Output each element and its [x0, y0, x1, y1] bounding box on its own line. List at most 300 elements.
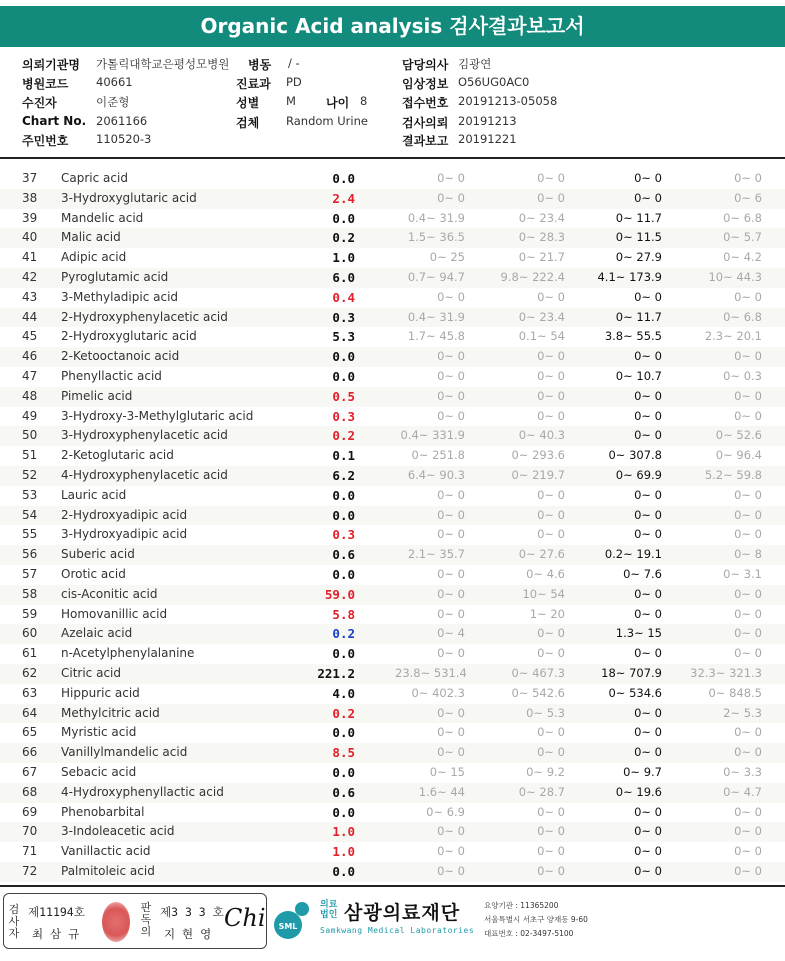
row-number: 54: [22, 507, 38, 522]
table-row: [0, 387, 785, 407]
reference-range-3: 0~ 0: [634, 289, 662, 304]
hospital-code-value: 40661: [96, 75, 133, 89]
reference-range-4: 0~ 4.2: [723, 250, 762, 265]
reference-range-2: 9.8~ 222.4: [500, 269, 565, 284]
reference-range-2: 0~ 5.3: [526, 705, 565, 720]
footer-divider: [0, 885, 785, 887]
reference-range-1: 0~ 0: [437, 349, 465, 364]
analyte-name: Homovanillic acid: [61, 606, 168, 621]
reference-range-4: 0~ 3.3: [723, 764, 762, 779]
row-number: 43: [22, 289, 38, 304]
row-number: 51: [22, 448, 38, 463]
reference-range-2: 0~ 9.2: [526, 764, 565, 779]
table-row: [0, 565, 785, 585]
result-value: 8.5: [332, 745, 355, 761]
contact-info: [484, 899, 588, 941]
analyte-name: 3-Hydroxyglutaric acid: [61, 190, 197, 205]
reference-range-1: 0~ 0: [437, 824, 465, 839]
reference-range-3: 0~ 11.7: [615, 210, 662, 225]
reference-range-3: 0~ 9.7: [623, 764, 662, 779]
table-row: [0, 763, 785, 783]
table-row: [0, 822, 785, 842]
sex-value: M: [286, 94, 296, 108]
table-row: [0, 466, 785, 486]
reference-range-2: 0~ 28.7: [518, 784, 565, 799]
reference-range-3: 0~ 0: [634, 824, 662, 839]
reference-range-1: 23.8~ 531.4: [395, 665, 467, 680]
reference-range-4: 10~ 44.3: [708, 269, 762, 284]
row-number: 66: [22, 745, 38, 760]
result-value: 5.8: [332, 606, 355, 622]
result-value: 221.2: [317, 665, 355, 681]
sex-label: 성별: [236, 96, 260, 110]
analyte-name: 2-Hydroxyadipic acid: [61, 507, 188, 522]
result-value: 0.0: [332, 171, 355, 186]
age-label: 나이: [326, 96, 350, 110]
reference-range-2: 0~ 219.7: [511, 467, 565, 482]
reference-range-1: 0~ 0: [437, 190, 465, 205]
analyte-name: 2-Ketoglutaric acid: [61, 448, 174, 463]
result-value: 0.0: [332, 764, 355, 780]
reference-range-2: 0~ 28.3: [518, 230, 565, 245]
reference-range-2: 0~ 0: [537, 368, 565, 383]
reference-range-4: 0~ 0: [734, 824, 762, 839]
table-row: [0, 644, 785, 664]
reference-range-3: 1.3~ 15: [615, 626, 662, 641]
analyte-name: Azelaic acid: [61, 626, 133, 641]
table-row: [0, 842, 785, 862]
reference-range-3: 0~ 0: [634, 586, 662, 601]
result-value: 0.5: [332, 388, 355, 404]
row-number: 46: [22, 349, 38, 364]
result-value: 4.0: [332, 685, 355, 701]
table-row: [0, 486, 785, 506]
tester-license: 제11194호: [28, 905, 85, 919]
reference-range-2: 0~ 0: [537, 626, 565, 641]
table-row: [0, 624, 785, 644]
row-number: 38: [22, 190, 38, 205]
row-number: 72: [22, 863, 38, 878]
analyte-name: 2-Hydroxyphenylacetic acid: [61, 309, 228, 324]
reference-range-1: 1.5~ 36.5: [407, 230, 465, 245]
reference-range-3: 0~ 0: [634, 428, 662, 443]
reference-range-3: 0~ 0: [634, 527, 662, 542]
reference-range-1: 0~ 0: [437, 745, 465, 760]
reference-range-3: 0~ 307.8: [608, 448, 662, 463]
reference-range-1: 6.4~ 90.3: [407, 467, 465, 482]
row-number: 61: [22, 646, 38, 661]
reference-range-3: 4.1~ 173.9: [597, 269, 662, 284]
reference-range-1: 0~ 4: [437, 626, 465, 641]
reference-range-4: 0~ 0: [734, 289, 762, 304]
reference-range-4: 0~ 0: [734, 388, 762, 403]
analyte-name: Phenobarbital: [61, 804, 145, 819]
reference-range-2: 0~ 21.7: [518, 250, 565, 265]
analyte-name: 2-Hydroxyglutaric acid: [61, 329, 197, 344]
reference-range-4: 0~ 0: [734, 745, 762, 760]
reference-range-1: 0~ 15: [429, 764, 465, 779]
reviewer-signature: Chi: [224, 904, 266, 932]
reference-range-1: 0~ 0: [437, 487, 465, 502]
reference-range-4: 0~ 0: [734, 626, 762, 641]
reference-range-2: 1~ 20: [529, 606, 565, 621]
reference-range-3: 0~ 0: [634, 606, 662, 621]
reference-range-1: 0~ 0: [437, 705, 465, 720]
reference-range-2: 0~ 23.4: [518, 309, 565, 324]
reference-range-1: 0~ 402.3: [411, 685, 465, 700]
reference-range-4: 0~ 4.7: [723, 784, 762, 799]
header-divider: [0, 157, 785, 159]
reference-range-4: 2.3~ 20.1: [704, 329, 762, 344]
reference-range-3: 0~ 0: [634, 646, 662, 661]
table-row: [0, 585, 785, 605]
row-number: 37: [22, 171, 38, 185]
report-title: Organic Acid analysis 검사결과보고서: [0, 6, 785, 47]
reference-range-1: 0~ 0: [437, 725, 465, 740]
reference-range-1: 0~ 0: [437, 527, 465, 542]
table-row: [0, 743, 785, 763]
chart-no-value: 2061166: [96, 114, 148, 128]
reference-range-3: 0~ 0: [634, 408, 662, 423]
analyte-name: Capric acid: [61, 171, 128, 185]
reference-range-1: 0.4~ 331.9: [400, 428, 465, 443]
reference-range-3: 0~ 0: [634, 487, 662, 502]
row-number: 64: [22, 705, 38, 720]
analyte-name: Lauric acid: [61, 487, 127, 502]
ward-value: / -: [288, 56, 300, 70]
table-row: [0, 327, 785, 347]
analyte-name: Phenyllactic acid: [61, 368, 162, 383]
tester-name: 최 삼 규: [32, 927, 80, 941]
analyte-name: Sebacic acid: [61, 764, 137, 779]
reference-range-2: 0~ 0: [537, 507, 565, 522]
report-date-label: 결과보고: [402, 134, 449, 148]
reference-range-2: 0~ 0: [537, 646, 565, 661]
reference-range-1: 1.7~ 45.8: [407, 329, 465, 344]
reference-range-4: 0~ 0: [734, 844, 762, 859]
reference-range-2: 0~ 0: [537, 863, 565, 878]
analyte-name: Adipic acid: [61, 250, 127, 265]
reference-range-2: 0~ 0: [537, 844, 565, 859]
specimen-value: Random Urine: [286, 114, 368, 128]
result-value: 5.3: [332, 329, 355, 345]
reference-range-1: 0~ 0: [437, 586, 465, 601]
reference-range-3: 0~ 69.9: [615, 467, 662, 482]
table-row: [0, 288, 785, 308]
reference-range-1: 0~ 0: [437, 408, 465, 423]
reference-range-1: 0~ 0: [437, 171, 465, 185]
reference-range-4: 0~ 0: [734, 586, 762, 601]
reference-range-2: 0~ 0: [537, 745, 565, 760]
reference-range-3: 0~ 10.7: [615, 368, 662, 383]
reference-range-4: 0~ 6.8: [723, 210, 762, 225]
reference-range-4: 0~ 0.3: [723, 368, 762, 383]
reference-range-1: 0~ 0: [437, 289, 465, 304]
org-prefix: 의료법인: [320, 900, 338, 920]
reference-range-4: 0~ 0: [734, 507, 762, 522]
reference-range-1: 0~ 0: [437, 606, 465, 621]
result-value: 0.0: [332, 863, 355, 879]
table-row: [0, 684, 785, 704]
analyte-name: Pyroglutamic acid: [61, 269, 169, 284]
row-number: 40: [22, 230, 38, 245]
row-number: 71: [22, 844, 38, 859]
result-value: 0.0: [332, 646, 355, 662]
reference-range-4: 0~ 0: [734, 408, 762, 423]
reference-range-1: 0~ 0: [437, 507, 465, 522]
reference-range-2: 0~ 0: [537, 190, 565, 205]
clinical-info-value: O56UG0AC0: [458, 75, 530, 89]
result-value: 59.0: [324, 586, 355, 602]
reference-range-2: 0~ 0: [537, 388, 565, 403]
table-row: [0, 506, 785, 526]
reference-range-2: 0~ 467.3: [511, 665, 565, 680]
analyte-name: 2-Ketooctanoic acid: [61, 349, 180, 364]
result-value: 0.0: [332, 804, 355, 820]
reviewer-license: 제3 3 3 호: [160, 905, 224, 919]
reference-range-3: 0~ 0: [634, 804, 662, 819]
clinical-info-label: 임상정보: [402, 77, 449, 91]
resident-no-label: 주민번호: [22, 134, 69, 148]
row-number: 42: [22, 269, 38, 284]
reference-range-4: 0~ 52.6: [715, 428, 762, 443]
reference-range-4: 0~ 0: [734, 725, 762, 740]
reference-range-2: 0~ 0: [537, 824, 565, 839]
reference-range-1: 1.6~ 44: [418, 784, 465, 799]
result-value: 0.0: [332, 487, 355, 503]
table-row: [0, 605, 785, 625]
reviewer-name: 지 현 영: [164, 927, 212, 941]
reference-range-2: 0~ 0: [537, 804, 565, 819]
contact-code: 요양기관 : 11365200: [484, 901, 559, 910]
reference-range-4: 0~ 848.5: [708, 685, 762, 700]
reference-range-1: 0~ 0: [437, 368, 465, 383]
reference-range-3: 0~ 0: [634, 844, 662, 859]
reference-range-1: 0~ 0: [437, 844, 465, 859]
analyte-name: Orotic acid: [61, 566, 126, 581]
row-number: 44: [22, 309, 38, 324]
report-date-value: 20191221: [458, 132, 517, 146]
table-row: [0, 169, 785, 189]
reference-range-4: 0~ 3.1: [723, 566, 762, 581]
report-footer: [0, 893, 785, 955]
table-row: [0, 426, 785, 446]
reference-range-3: 0~ 0: [634, 705, 662, 720]
row-number: 62: [22, 665, 38, 680]
analyte-name: Hippuric acid: [61, 685, 140, 700]
result-value: 0.0: [332, 368, 355, 384]
row-number: 57: [22, 566, 38, 581]
analyte-name: 3-Hydroxyphenylacetic acid: [61, 428, 228, 443]
reference-range-3: 0.2~ 19.1: [604, 547, 662, 562]
tester-label: 검 사 자: [8, 903, 20, 940]
row-number: 59: [22, 606, 38, 621]
reference-range-2: 10~ 54: [522, 586, 565, 601]
analyte-name: Methylcitric acid: [61, 705, 160, 720]
reference-range-2: 0~ 23.4: [518, 210, 565, 225]
org-name: 삼광의료재단: [344, 902, 461, 924]
result-value: 1.0: [332, 844, 355, 860]
dept-label: 진료과: [236, 77, 271, 91]
table-row: [0, 446, 785, 466]
analyte-name: cis-Aconitic acid: [61, 586, 158, 601]
org-english-name: Samkwang Medical Laboratories: [320, 926, 475, 935]
row-number: 70: [22, 824, 38, 839]
patient-label: 수진자: [22, 96, 57, 110]
request-date-label: 검사의뢰: [402, 116, 449, 130]
analyte-name: Vanillylmandelic acid: [61, 745, 188, 760]
row-number: 68: [22, 784, 38, 799]
row-number: 47: [22, 368, 38, 383]
reference-range-2: 0~ 293.6: [511, 448, 565, 463]
ward-label: 병동: [248, 58, 272, 72]
table-row: [0, 803, 785, 823]
analyte-name: 3-Hydroxy-3-Methylglutaric acid: [61, 408, 254, 423]
institution-label: 의뢰기관명: [22, 58, 80, 72]
reference-range-3: 0~ 11.7: [615, 309, 662, 324]
reference-range-2: 0~ 0: [537, 349, 565, 364]
analyte-name: 4-Hydroxyphenyllactic acid: [61, 784, 224, 799]
signature-box: [3, 893, 267, 949]
reference-range-4: 0~ 0: [734, 487, 762, 502]
doctor-label: 담당의사: [402, 58, 449, 72]
reference-range-4: 0~ 0: [734, 646, 762, 661]
analyte-name: Citric acid: [61, 665, 121, 680]
analyte-name: Malic acid: [61, 230, 121, 245]
reviewer-label: 판 독 의: [140, 901, 152, 938]
reference-range-1: 0~ 0: [437, 646, 465, 661]
analyte-name: Pimelic acid: [61, 388, 133, 403]
table-row: [0, 248, 785, 268]
reference-range-4: 0~ 0: [734, 527, 762, 542]
result-value: 0.3: [332, 408, 355, 424]
result-value: 0.4: [332, 289, 355, 305]
table-row: [0, 704, 785, 724]
table-row: [0, 862, 785, 882]
reference-range-3: 0~ 7.6: [623, 566, 662, 581]
reference-range-1: 0~ 0: [437, 388, 465, 403]
table-row: [0, 228, 785, 248]
reference-range-4: 0~ 0: [734, 606, 762, 621]
reference-range-2: 0~ 0: [537, 725, 565, 740]
row-number: 45: [22, 329, 38, 344]
row-number: 53: [22, 487, 38, 502]
reference-range-3: 0~ 0: [634, 507, 662, 522]
analyte-name: 4-Hydroxyphenylacetic acid: [61, 467, 228, 482]
row-number: 49: [22, 408, 38, 423]
specimen-label: 검체: [236, 116, 260, 130]
reference-range-3: 0~ 0: [634, 349, 662, 364]
row-number: 65: [22, 725, 38, 740]
analyte-name: Suberic acid: [61, 547, 135, 562]
row-number: 58: [22, 586, 38, 601]
reference-range-1: 0~ 0: [437, 863, 465, 878]
official-seal: [102, 902, 130, 942]
reference-range-3: 0~ 27.9: [615, 250, 662, 265]
result-value: 0.2: [332, 626, 355, 642]
table-row: [0, 664, 785, 684]
contact-phone: 대표번호 : 02-3497-5100: [484, 929, 574, 938]
result-value: 6.2: [332, 467, 355, 483]
chart-no-label: Chart No.: [22, 114, 87, 128]
patient-value: 이준형: [96, 95, 130, 109]
row-number: 69: [22, 804, 38, 819]
result-value: 0.6: [332, 547, 355, 563]
table-row: [0, 209, 785, 229]
result-value: 0.0: [332, 349, 355, 365]
receipt-no-label: 접수번호: [402, 96, 449, 110]
table-row: [0, 783, 785, 803]
table-row: [0, 723, 785, 743]
result-value: 0.6: [332, 784, 355, 800]
resident-no-value: 110520-3: [96, 132, 152, 146]
reference-range-4: 0~ 96.4: [715, 448, 762, 463]
table-row: [0, 347, 785, 367]
table-row: [0, 407, 785, 427]
reference-range-4: 5.2~ 59.8: [704, 467, 762, 482]
reference-range-2: 0~ 27.6: [518, 547, 565, 562]
result-value: 0.3: [332, 527, 355, 543]
reference-range-3: 0~ 0: [634, 725, 662, 740]
result-value: 0.0: [332, 725, 355, 741]
reference-range-1: 0.7~ 94.7: [407, 269, 465, 284]
row-number: 50: [22, 428, 38, 443]
table-row: [0, 367, 785, 387]
receipt-no-value: 20191213-05058: [458, 94, 558, 108]
result-value: 0.1: [332, 448, 355, 464]
reference-range-3: 0~ 0: [634, 745, 662, 760]
reference-range-1: 0~ 251.8: [411, 448, 465, 463]
reference-range-4: 0~ 8: [734, 547, 762, 562]
results-table: [0, 169, 785, 882]
reference-range-4: 0~ 0: [734, 863, 762, 878]
patient-info: [0, 52, 785, 152]
contact-address: 서울특별시 서초구 양재동 9-60: [484, 915, 588, 924]
analyte-name: Mandelic acid: [61, 210, 144, 225]
reference-range-1: 0~ 6.9: [426, 804, 465, 819]
table-row: [0, 545, 785, 565]
row-number: 48: [22, 388, 38, 403]
result-value: 0.2: [332, 230, 355, 246]
result-value: 0.0: [332, 566, 355, 582]
analyte-name: 3-Indoleacetic acid: [61, 824, 175, 839]
row-number: 56: [22, 547, 38, 562]
result-value: 6.0: [332, 269, 355, 285]
reference-range-2: 0~ 0: [537, 527, 565, 542]
reference-range-3: 0~ 534.6: [608, 685, 662, 700]
hospital-code-label: 병원코드: [22, 77, 69, 91]
reference-range-4: 2~ 5.3: [723, 705, 762, 720]
row-number: 63: [22, 685, 38, 700]
reference-range-3: 18~ 707.9: [601, 665, 662, 680]
row-number: 60: [22, 626, 38, 641]
sml-logo-icon: [272, 899, 312, 941]
result-value: 0.0: [332, 210, 355, 226]
reference-range-4: 0~ 6.8: [723, 309, 762, 324]
reference-range-4: 0~ 0: [734, 349, 762, 364]
reference-range-1: 0.4~ 31.9: [407, 309, 465, 324]
reference-range-2: 0~ 4.6: [526, 566, 565, 581]
reference-range-4: 0~ 0: [734, 171, 762, 185]
reference-range-2: 0~ 0: [537, 487, 565, 502]
reference-range-3: 0~ 0: [634, 171, 662, 185]
result-value: 1.0: [332, 250, 355, 266]
doctor-value: 김광연: [458, 57, 492, 71]
analyte-name: n-Acetylphenylalanine: [61, 646, 195, 661]
table-row: [0, 268, 785, 288]
table-row: [0, 189, 785, 209]
reference-range-2: 0~ 40.3: [518, 428, 565, 443]
